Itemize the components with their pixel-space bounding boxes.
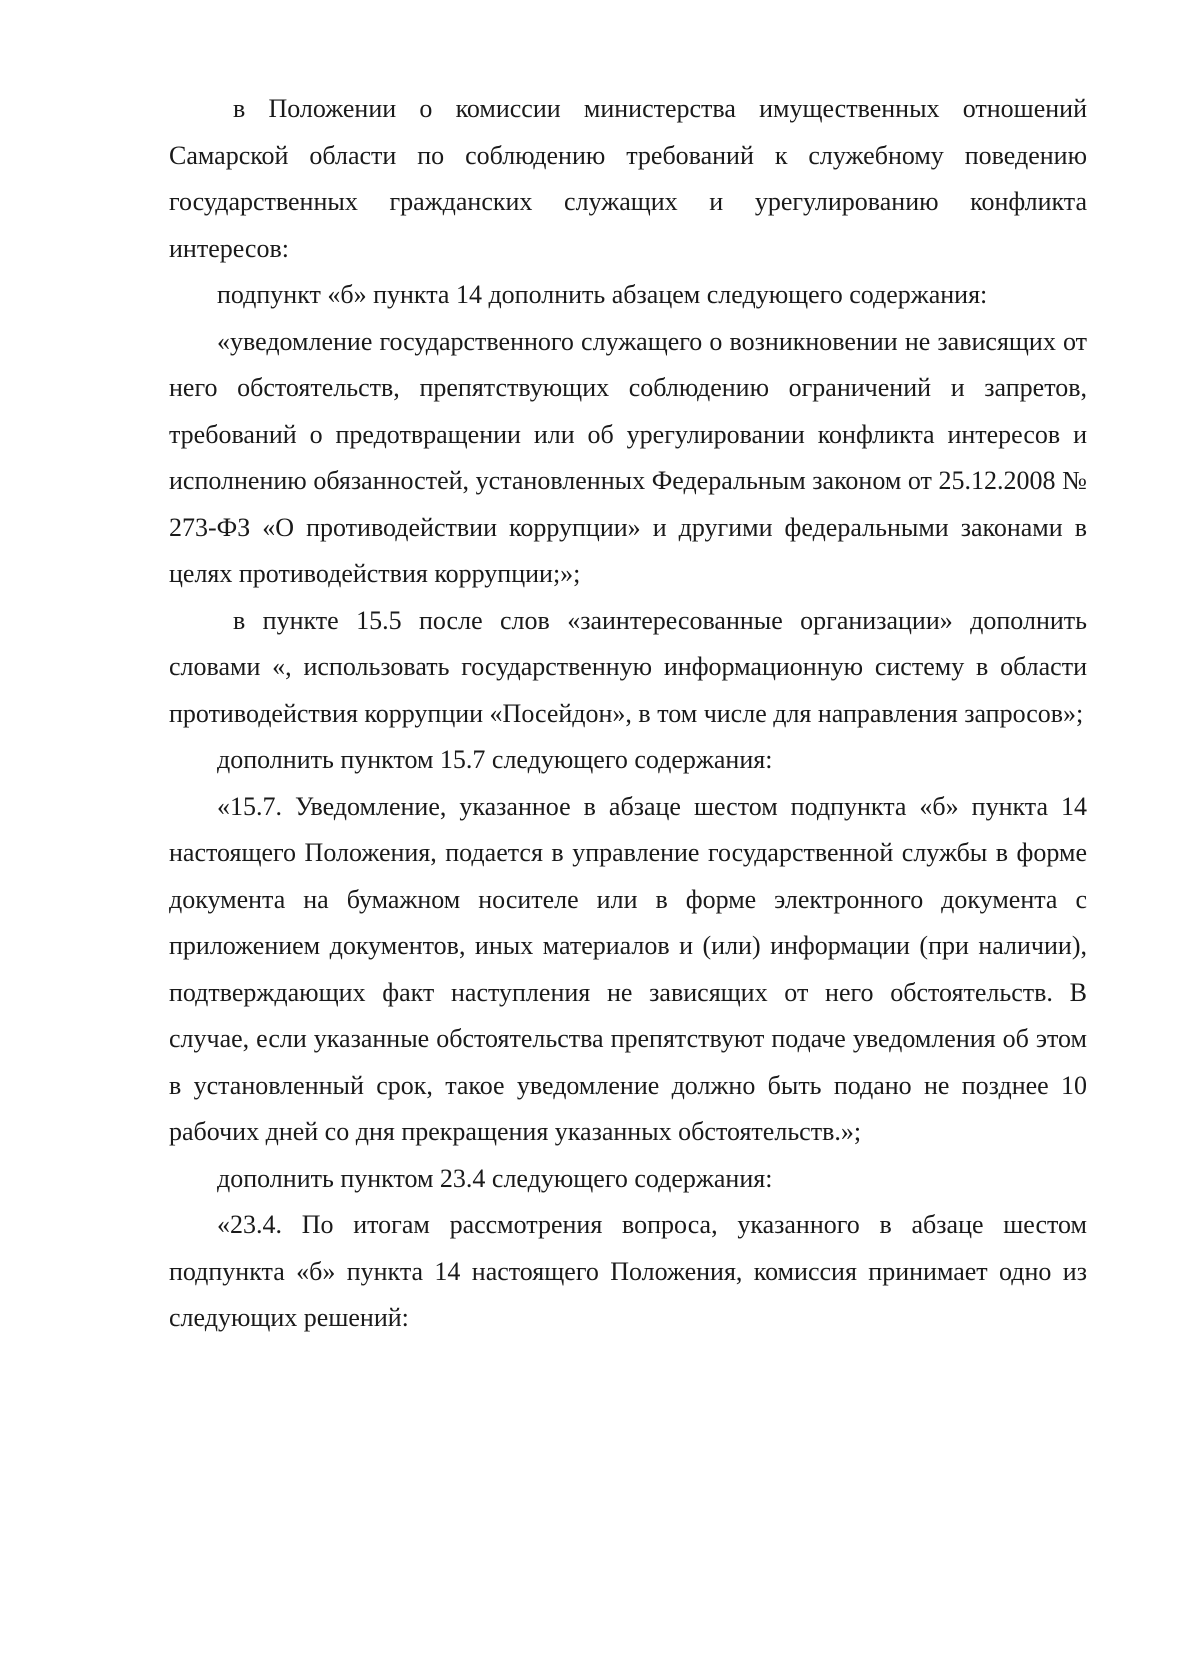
paragraph-add-item-23-4: дополнить пунктом 23.4 следующего содержания: <box>217 1163 773 1193</box>
paragraph-regulation-intro: в Положении о комиссии министерства имущественных отношений Самарской области по соблюдению требований к служебному поведению государственных гражданских служащих и урегулированию конфликта интересов: <box>169 94 1087 263</box>
paragraph-subitem-b-amendment: подпункт «б» пункта 14 дополнить абзацем следующего содержания: <box>217 280 988 309</box>
document-body <box>169 86 1087 1342</box>
paragraph-notification-text: «уведомление государственного служащего о возникновении не зависящих от него обстоятельств, препятствующих соблюдению ограничений и запретов, требований о предотвращении или об урегулировании конфликта интересов и исполнению обязанностей, установленных Федеральным законом от 25.12.2008 № 273-ФЗ «О противодействии коррупции» и другими федеральными законами в целях противодействия коррупции;»; <box>169 326 1087 588</box>
paragraph-item-15-5-amendment: в пункте 15.5 после слов «заинтересованные организации» дополнить словами «, использовать государственную информационную систему в области противодействия коррупции «Посейдон», в том числе для направления запросов»; <box>169 605 1087 728</box>
paragraph-item-23-4-text: «23.4. По итогам рассмотрения вопроса, указанного в абзаце шестом подпункта «б» пункта 14 настоящего Положения, комиссия принимает одно из следующих решений: <box>169 1210 1087 1332</box>
paragraph-add-item-15-7: дополнить пунктом 15.7 следующего содержания: <box>217 745 773 774</box>
paragraph-item-15-7-text: «15.7. Уведомление, указанное в абзаце шестом подпункта «б» пункта 14 настоящего Положения, подается в управление государственной службы в форме документа на бумажном носителе или в форме электронного документа с приложением документов, иных материалов и (или) информации (при наличии), подтверждающих факт наступления не зависящих от него обстоятельств. В случае, если указанные обстоятельства препятствуют подаче уведомления об этом в установленный срок, такое уведомление должно быть подано не позднее 10 рабочих дней со дня прекращения указанных обстоятельств.»; <box>169 791 1087 1146</box>
